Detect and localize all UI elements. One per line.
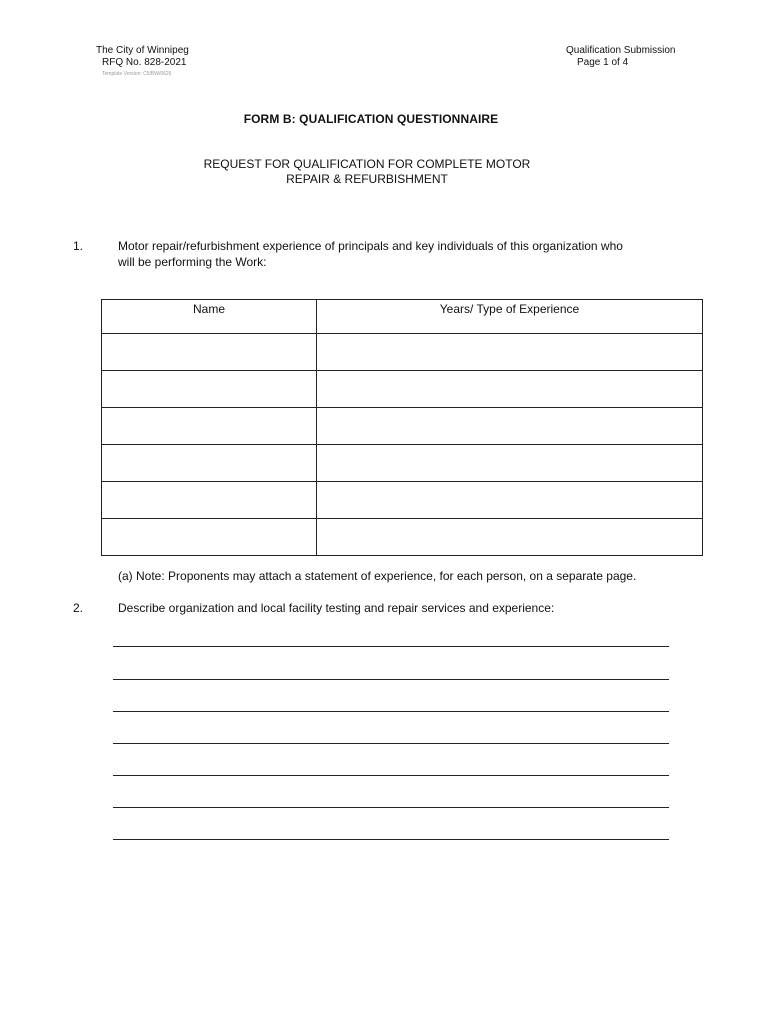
name-cell[interactable] xyxy=(102,519,317,556)
experience-cell[interactable] xyxy=(317,519,703,556)
name-cell[interactable] xyxy=(102,445,317,482)
request-title xyxy=(0,157,734,187)
city-name: The City of Winnipeg xyxy=(96,45,189,56)
table-row xyxy=(102,519,703,556)
name-cell[interactable] xyxy=(102,371,317,408)
answer-line[interactable] xyxy=(113,743,669,744)
table-row xyxy=(102,445,703,482)
table-row xyxy=(102,371,703,408)
name-cell[interactable] xyxy=(102,408,317,445)
answer-line[interactable] xyxy=(113,839,669,840)
answer-line[interactable] xyxy=(113,775,669,776)
experience-cell[interactable] xyxy=(317,408,703,445)
experience-cell[interactable] xyxy=(317,334,703,371)
name-cell[interactable] xyxy=(102,482,317,519)
table-row xyxy=(102,482,703,519)
question2-text: Describe organization and local facility testing and repair services and experience: xyxy=(118,601,555,615)
answer-line[interactable] xyxy=(113,679,669,680)
table-row xyxy=(102,334,703,371)
experience-cell[interactable] xyxy=(317,482,703,519)
template-version: Template Version: C5/BW/0626 xyxy=(102,71,172,77)
rfq-number: RFQ No. 828-2021 xyxy=(102,57,187,68)
form-title: FORM B: QUALIFICATION QUESTIONNAIRE xyxy=(243,112,499,126)
question1-line2: will be performing the Work: xyxy=(118,255,267,269)
submission-label: Qualification Submission xyxy=(566,45,676,56)
name-cell[interactable] xyxy=(102,334,317,371)
question1-number: 1. xyxy=(73,239,84,253)
experience-cell[interactable] xyxy=(317,445,703,482)
page-number: Page 1 of 4 xyxy=(577,57,629,68)
question1-text xyxy=(118,238,718,270)
question1-line1: Motor repair/refurbishment experience of principals and key individuals of this organization who xyxy=(118,239,623,253)
experience-cell[interactable] xyxy=(317,371,703,408)
question2-number: 2. xyxy=(73,601,84,615)
request-title-line2: REPAIR & REFURBISHMENT xyxy=(286,172,448,186)
answer-line[interactable] xyxy=(113,807,669,808)
answer-line[interactable] xyxy=(113,646,669,647)
table-header-row xyxy=(102,300,703,334)
experience-note: (a) Note: Proponents may attach a statement of experience, for each person, on a separate page. xyxy=(118,569,637,583)
experience-table xyxy=(101,299,703,556)
header-name: Name xyxy=(102,300,317,334)
header-experience: Years/ Type of Experience xyxy=(317,300,703,334)
table-row xyxy=(102,408,703,445)
answer-line[interactable] xyxy=(113,711,669,712)
request-title-line1: REQUEST FOR QUALIFICATION FOR COMPLETE MOTOR xyxy=(203,157,531,171)
